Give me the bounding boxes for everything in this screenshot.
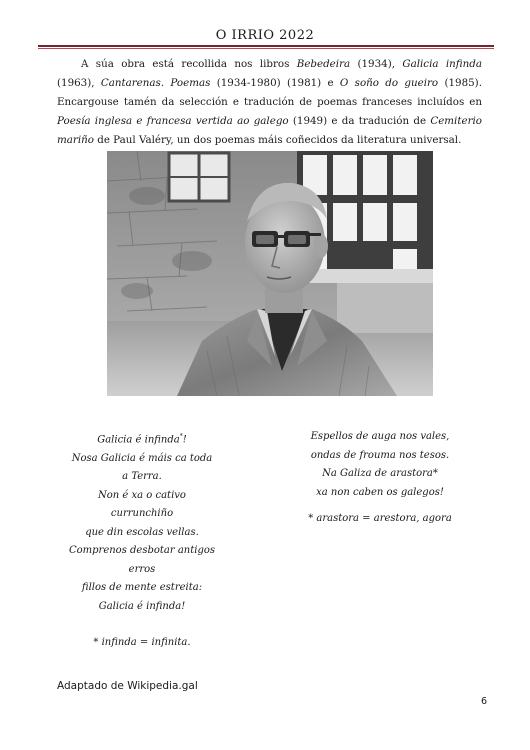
header-rule-thin [38, 48, 494, 49]
intro-text: de Paul Valéry, un dos poemas máis coñecidos da literatura universal. [93, 134, 462, 146]
poem-footnote: * arastora = arestora, agora [308, 513, 452, 524]
poem-line: ondas de frouma nos tesos. [310, 449, 450, 461]
poem-line-text: Galicia é infinda [97, 434, 180, 446]
poem-line: Comprenos desbotar antigos [68, 545, 215, 557]
book-title: Poesía inglesa e francesa vertida ao galego [57, 115, 289, 127]
poem-line: xa non caben os galegos! [316, 486, 444, 498]
intro-text: (1934), [350, 58, 403, 70]
book-title: Cemiterio mariño [57, 115, 482, 146]
poem-line: que din escolas vellas. [85, 526, 199, 538]
book-title: O soño do gueiro [339, 77, 439, 89]
book-title: Cantarenas. Poemas [100, 77, 211, 89]
intro-text: (1949) e da tradución de [288, 115, 431, 127]
poem-line: Na Galiza de arastora* [322, 468, 438, 479]
poem-line: a Terra. [122, 471, 162, 483]
poem-line: Non é xa o cativo [98, 489, 186, 501]
poem-line: Galicia é infinda! [98, 600, 186, 612]
poem-line: Nosa Galicia é máis ca toda [71, 452, 213, 464]
intro-text: (1963), [57, 77, 101, 89]
footnote-marker: * [179, 433, 183, 440]
book-title: Bebedeira [296, 58, 351, 70]
header-rule [38, 45, 494, 47]
source-credit: Adaptado de Wikipedia.gal [57, 680, 198, 692]
book-title: Galicia infinda [402, 58, 483, 70]
poem-line-text: ! [182, 434, 187, 446]
poem-line: erros [128, 563, 156, 575]
intro-paragraph [57, 55, 482, 150]
poem-line: Espellos de auga nos vales, [310, 431, 450, 442]
page-number: 6 [481, 696, 488, 707]
poem-left [57, 428, 227, 653]
poem-line: fillos de mente estreita: [81, 582, 203, 594]
poem-right [305, 428, 455, 529]
poem-line: currunchiño [110, 508, 174, 520]
poem-footnote: * infinda = infinita. [93, 637, 191, 649]
header-title: O IRRIO 2022 [215, 28, 315, 43]
intro-text: (1934-1980) (1981) e [210, 77, 340, 89]
poem-line [57, 428, 227, 450]
intro-text: (1985). Encargouse tamén da selección e tradución de poemas franceses incluídos en [57, 77, 482, 108]
portrait-photo [107, 151, 433, 396]
intro-text: A súa obra está recollida nos libros [81, 58, 297, 70]
